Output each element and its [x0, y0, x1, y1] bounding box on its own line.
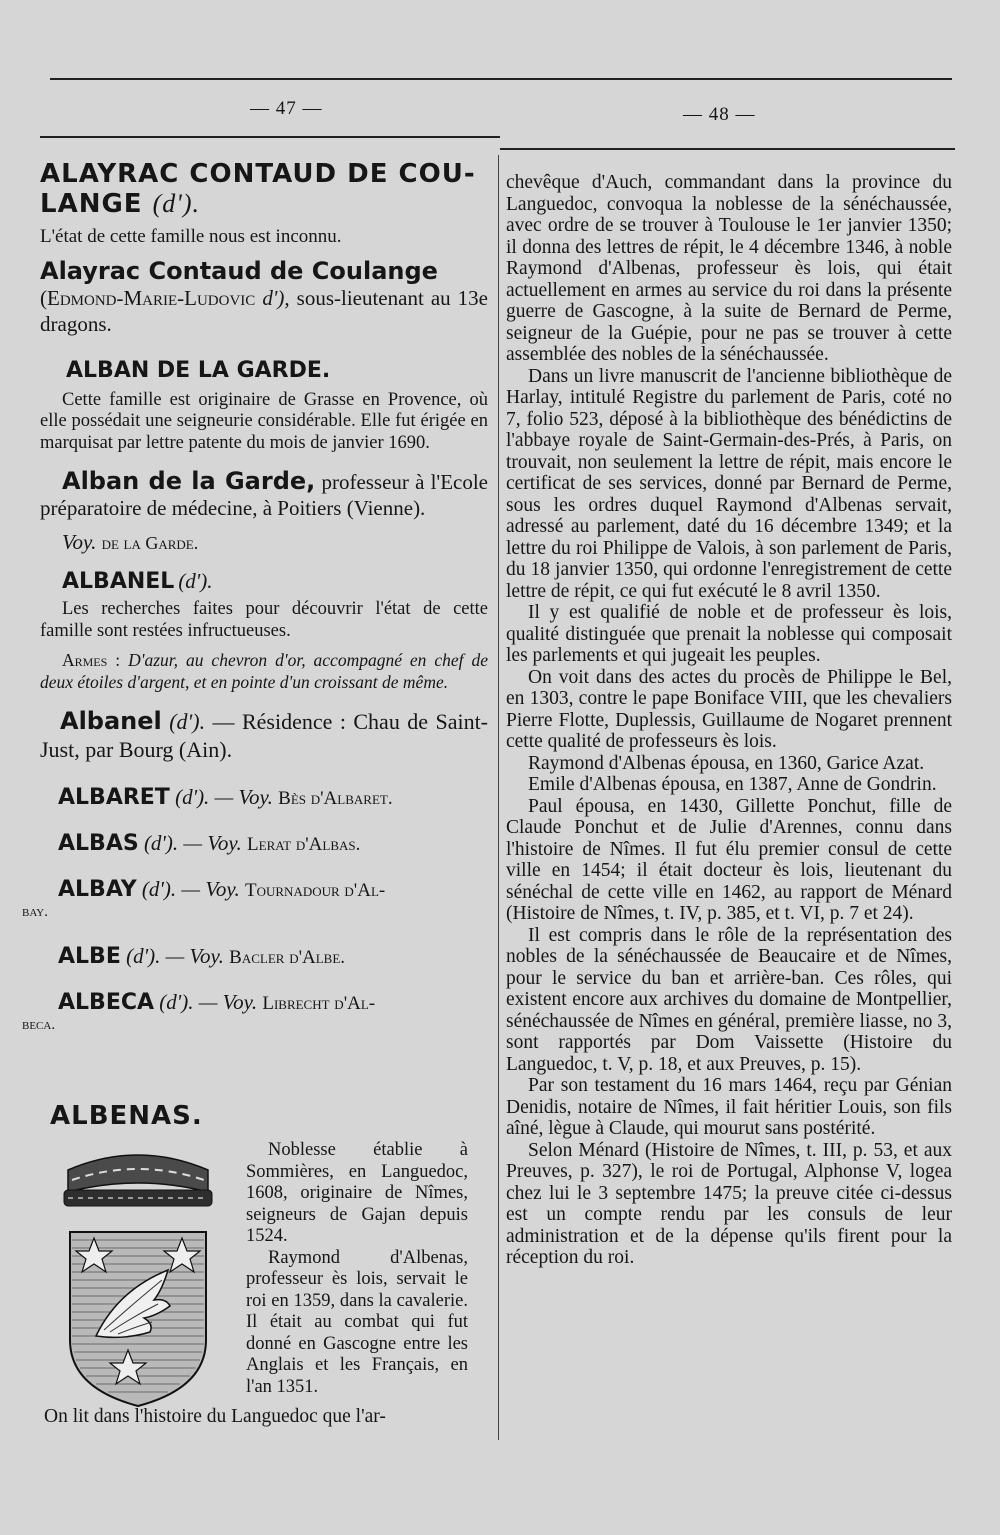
entry-particle: (d').: [126, 944, 161, 968]
crown-icon: [64, 1155, 212, 1206]
entry-title: ALBECA: [58, 990, 155, 1015]
cross-reference-target: Librecht d'Al-: [262, 993, 376, 1014]
entry-text: sous-lieutenant au 13e dragons.: [40, 285, 489, 336]
entry-albenas-continuation: On lit dans l'histoire du Languedoc que l'ar-: [44, 1406, 386, 1427]
left-column: [22, 159, 489, 1034]
entry-albenas-body: [246, 1140, 468, 1398]
entry-albay: [22, 876, 488, 921]
entry-title: ALBARET: [58, 785, 170, 810]
armes-label: Armes :: [62, 650, 121, 670]
voy-label: Voy.: [62, 530, 97, 554]
entry-alban-person: [40, 468, 488, 556]
entry-title: Alayrac Contaud de Coulange: [40, 256, 438, 285]
entry-title: ALBAY: [58, 877, 137, 902]
entry-particle: (d').: [141, 877, 177, 901]
voy-label: — Voy.: [198, 990, 258, 1014]
entry-albanel: [40, 568, 488, 693]
entry-albas: [40, 830, 488, 858]
page-number-left: — 47 —: [250, 98, 323, 119]
entry-title: ALBE: [58, 944, 121, 969]
top-rule: [50, 78, 952, 80]
entry-particle: (d').: [159, 990, 194, 1014]
coat-of-arms: [40, 650, 488, 693]
entry-particle: (d').: [169, 709, 206, 734]
entry-albe: [40, 943, 488, 971]
cross-reference-target-cont: bay.: [22, 904, 48, 920]
voy-label: — Voy.: [214, 785, 273, 809]
entry-body: [40, 258, 488, 337]
voy-label: — Voy.: [183, 831, 242, 855]
entry-heading: [58, 784, 488, 812]
entry-heading: [58, 989, 488, 1017]
cross-reference-target: Bacler d'Albe.: [229, 947, 346, 968]
right-column: [506, 172, 952, 1269]
entry-title: ALBAN DE LA GARDE.: [66, 357, 331, 383]
paragraph: Paul épousa, en 1430, Gillette Ponchut, fille de Claude Ponchut et de Julie d'Arennes, connu dans l'histoire de Nîmes. Il fut élu premier consul de cette ville en 1454; il était docteur ès lois, lieutenant du sénéchal de cette ville en 1462, au rapport de Ménard (Histoire de Nîmes, t. IV, p. 385, et t. VI, p. 7 et 24).: [506, 795, 952, 924]
entry-title: ALAYRAC CONTAUD DE COU-: [40, 159, 476, 189]
entry-albanel-person: [40, 707, 488, 764]
paragraph: Il est compris dans le rôle de la représentation des nobles de la sénéchaussée de Beaucaire et de Nîmes, pour le service du ban et arrière-ban. Ces rôles, qui existent encore aux archives du domaine de Montpellier, sénéchaussée de Nîmes en général, première liasse, no 3, sont rapportés par Dom Vaissette (Histoire du Languedoc, t. V, p. 18, et aux Preuves, p. 15).: [506, 924, 952, 1075]
entry-particle: (d').: [175, 785, 210, 809]
entry-alban: [40, 357, 488, 455]
shield-icon: [70, 1232, 206, 1406]
entry-body: [40, 468, 488, 521]
coat-of-arms-image: [58, 1140, 218, 1410]
entry-alayrac-person: [40, 258, 488, 337]
entry-albenas-title: ALBENAS.: [50, 1101, 203, 1131]
entry-title: ALBANEL: [62, 569, 175, 594]
cross-reference-target: Tournadour d'Al-: [245, 880, 386, 901]
paragraph: On voit dans des actes du procès de Philippe le Bel, en 1303, contre le pape Boniface VIII, que les chevaliers Pierre Flotte, Duplessis, Guillaume de Nogaret prennent cette qualité de professeurs ès lois.: [506, 666, 952, 752]
entry-given-names: (Edmond-Marie-Ludovic: [40, 285, 256, 310]
entry-albeca: [22, 989, 488, 1034]
entry-heading: [58, 876, 488, 904]
entry-text: Raymond d'Albenas, professeur ès lois, servait le roi en 1359, dans la cavalerie. Il était au combat qui fut donné en Gascogne entre les Anglais et les Français, en l'an 1351.: [246, 1247, 468, 1397]
entry-heading: [62, 568, 488, 595]
page-number-right: — 48 —: [683, 104, 756, 125]
entry-particle: d'),: [262, 285, 290, 310]
entry-albaret: [40, 784, 488, 812]
column-divider: [498, 155, 499, 1440]
entry-body: [40, 707, 488, 764]
entry-text: professeur à l'Ecole préparatoire de médecine, à Poitiers (Vienne).: [40, 470, 489, 520]
entry-particle: (d').: [143, 831, 179, 855]
header-rule-right: [500, 148, 955, 150]
paragraph: chevêque d'Auch, commandant dans la province du Languedoc, convoqua la noblesse de la sénéchaussée, avec ordre de se trouver à Toulouse le 1er janvier 1350; il donna des lettres de répit, le 4 décembre 1346, à noble Raymond d'Albenas, professeur ès lois, qui était actuellement en armes au service du roi dans la présente guerre de Gascogne, à la suite de Bernard de Perme, seigneur de la Guépie, pour ne pas se trouver à cette assemblée des nobles de la sénéchaussée.: [506, 172, 952, 365]
cross-reference-target: de la Garde.: [101, 533, 199, 553]
cross-reference-target: Lerat d'Albas.: [247, 834, 361, 855]
entry-text: — Résidence : Chau de Saint-Just, par Bourg (Ain).: [40, 709, 489, 762]
voy-label: — Voy.: [181, 877, 240, 901]
entry-text: L'état de cette famille nous est inconnu.: [40, 226, 342, 247]
entry-title: ALBAS: [58, 831, 139, 856]
cross-reference-target-cont: beca.: [22, 1017, 56, 1033]
paragraph: Raymond d'Albenas épousa, en 1360, Garice Azat.: [528, 752, 925, 774]
entry-title-cont: LANGE: [40, 189, 143, 219]
entry-heading: [40, 160, 488, 219]
cross-reference-target: Bès d'Albaret.: [278, 788, 393, 809]
armes-text: D'azur, au chevron d'or, accompagné en chef de deux étoiles d'argent, et en pointe d'un croissant de même.: [40, 650, 489, 692]
entry-particle: (d').: [152, 189, 201, 218]
entry-particle: (d').: [178, 569, 213, 593]
entry-text: Noblesse établie à Sommières, en Languedoc, 1608, originaire de Nîmes, seigneurs de Gajan depuis 1524.: [246, 1140, 468, 1246]
entry-heading: [58, 830, 488, 858]
entry-text: Cette famille est originaire de Grasse en Provence, où elle possédait une seigneurie considérable. Elle fut érigée en marquisat par lettre patente du mois de janvier 1690.: [40, 389, 488, 453]
header-rule-left: [40, 136, 500, 138]
entry-alayrac: [40, 160, 488, 248]
paragraph: Par son testament du 16 mars 1464, reçu par Génian Denidis, notaire de Nîmes, il fait héritier Louis, son fils aîné, lègue à Claude, qui mourut sans postérité.: [506, 1075, 952, 1139]
paragraph: Dans un livre manuscrit de l'ancienne bibliothèque de Harlay, intitulé Registre du parlement de Paris, coté no 7, folio 523, déposé à la bibliothèque des bénédictins de l'abbaye royale de Saint-Germain-des-Prés, à Paris, on trouvait, non seulement la lettre de répit, mais encore le certificat de ses services, donné par Bernard de Perme, sous les ordres duquel Raymond d'Albenas servait, adressé au parlement, daté du 16 décembre 1349; et la lettre du roi Philippe de Valois, à son parlement de Paris, du 18 janvier 1350, qui ordonne l'enregistrement de cette lettre de répit, ce qui fut exécuté le 8 avril 1350.: [506, 365, 952, 602]
entry-title: Alban de la Garde,: [62, 467, 316, 495]
paragraph: Selon Ménard (Histoire de Nîmes, t. III, p. 53, et aux Preuves, p. 327), le roi de Portugal, Alphonse V, logea chez lui le 3 septembre 1475; la preuve citée ci-dessus est un compte rendu par les consuls de leur administration et de la dépense qu'ils firent pour la réception du roi.: [506, 1139, 952, 1268]
paragraph: Il y est qualifié de noble et de professeur ès lois, qualité distinguée que prenait la noblesse qui composait les parlements et qui jugeait les peuples.: [506, 602, 952, 666]
entry-heading: [58, 943, 488, 971]
entry-title: Albanel: [60, 707, 162, 735]
voy-label: — Voy.: [165, 944, 224, 968]
entry-text: Les recherches faites pour découvrir l'état de cette famille sont restées infructueuses.: [40, 599, 488, 641]
cross-reference: [62, 529, 488, 556]
paragraph: Emile d'Albenas épousa, en 1387, Anne de Gondrin.: [528, 774, 937, 795]
